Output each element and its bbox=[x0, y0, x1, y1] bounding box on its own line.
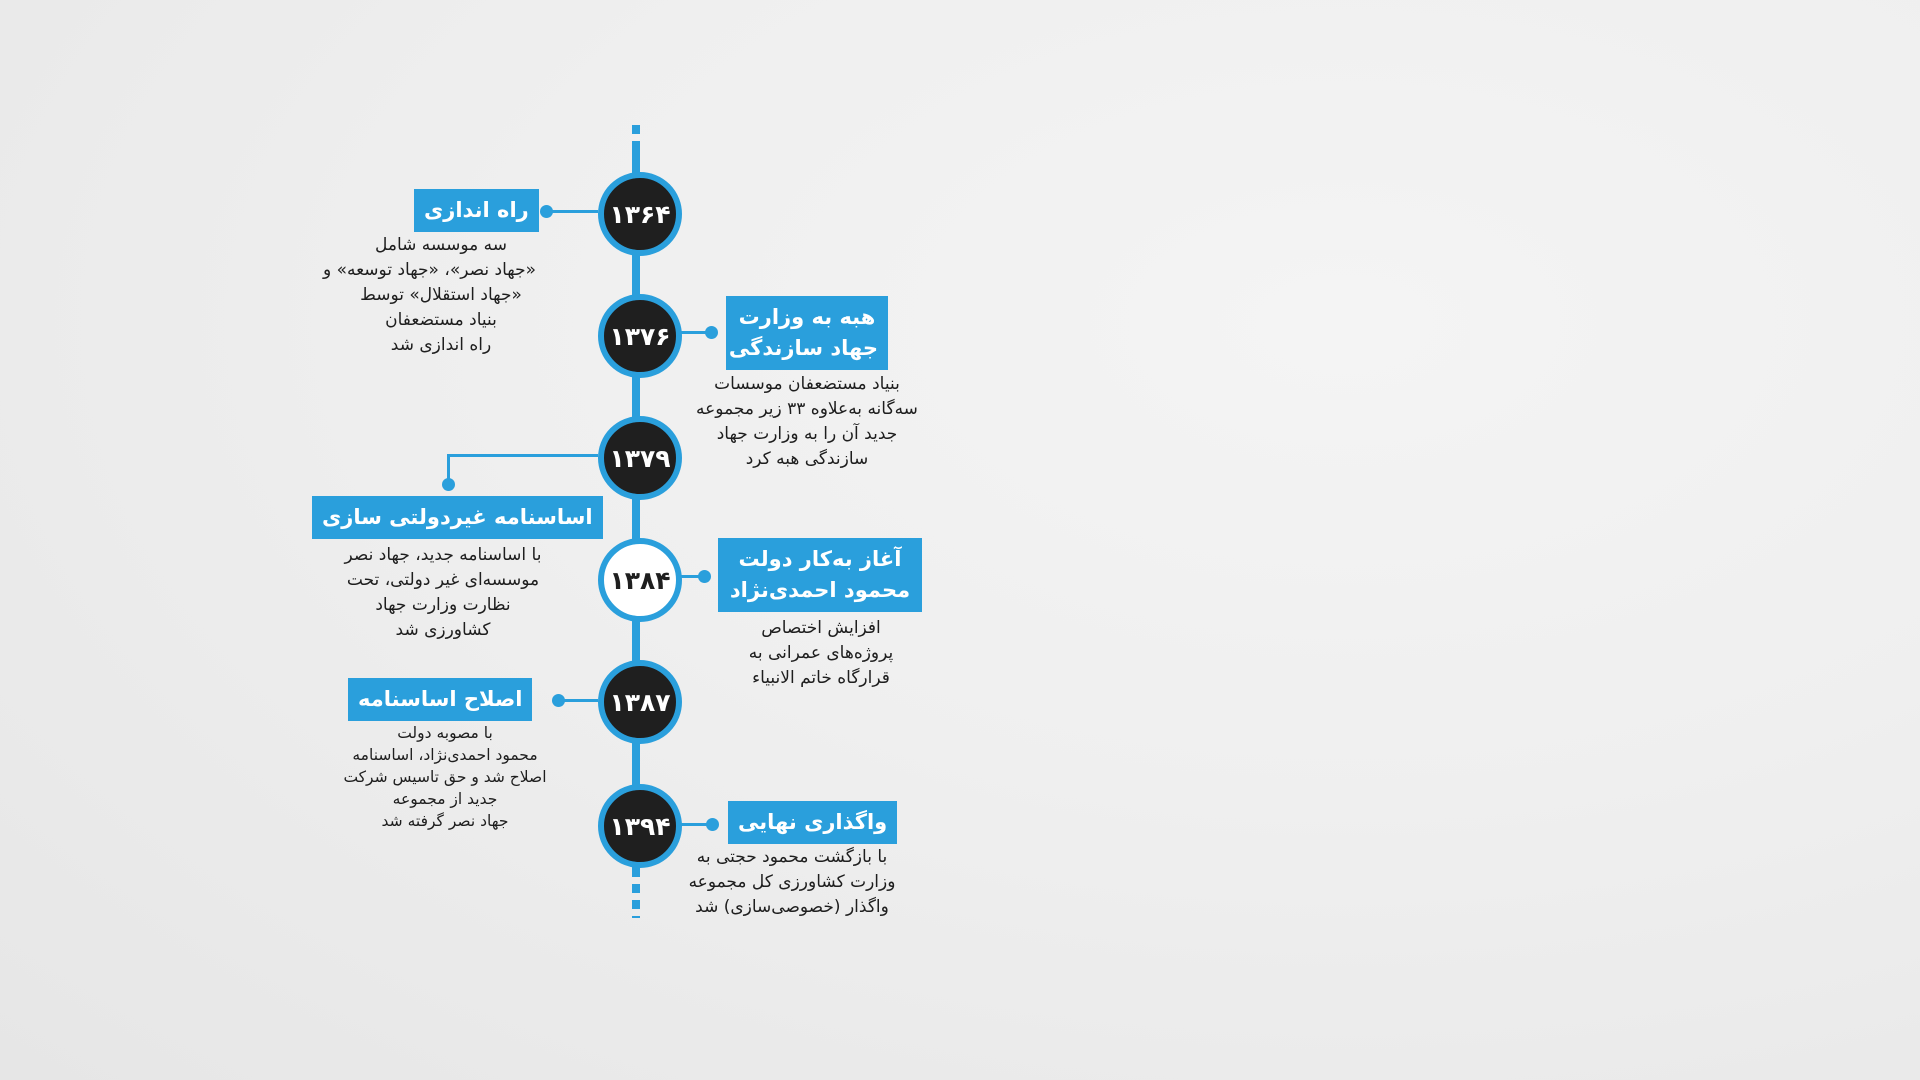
event-1-year: ۱۳۶۴ bbox=[609, 199, 671, 229]
event-3-connector bbox=[448, 454, 598, 457]
event-5-title bbox=[348, 678, 532, 721]
event-5-year: ۱۳۸۷ bbox=[609, 687, 671, 717]
event-1-desc-line: «جهاد نصر»، «جهاد توسعه» و bbox=[322, 260, 536, 280]
event-2-desc-line: جدید آن را به وزارت جهاد bbox=[716, 424, 898, 444]
event-5-description bbox=[330, 722, 560, 832]
event-6-title-line: واگذاری نهایی bbox=[738, 810, 888, 834]
event-4-desc-line: پروژه‌های عمرانی به bbox=[748, 643, 894, 663]
event-6-desc-line: واگذار (خصوصی‌سازی) شد bbox=[695, 897, 889, 917]
event-2-desc-line: سازندگی هبه کرد bbox=[745, 449, 869, 469]
event-1-connector-dot bbox=[540, 205, 553, 218]
event-3-title-line: اساسنامه غیردولتی سازی bbox=[322, 505, 593, 529]
event-3-desc-line: با اساسنامه جدید، جهاد نصر bbox=[344, 545, 542, 565]
event-3-desc-line: نظارت وزارت جهاد bbox=[375, 595, 511, 615]
event-4-description bbox=[716, 616, 926, 691]
event-2-title-line: هبه به وزارت bbox=[738, 305, 876, 329]
event-5-connector bbox=[560, 699, 598, 702]
event-6-title bbox=[728, 801, 897, 844]
event-2-title-line: جهاد سازندگی bbox=[728, 336, 878, 360]
event-6-desc-line: وزارت کشاورزی کل مجموعه bbox=[688, 872, 896, 892]
event-3-description bbox=[318, 543, 568, 643]
event-6-connector-dot bbox=[706, 818, 719, 831]
event-5-title-line: اصلاح اساسنامه bbox=[358, 687, 523, 711]
event-2-title bbox=[726, 296, 888, 370]
event-1-desc-line: سه موسسه شامل bbox=[375, 235, 507, 255]
event-2-description bbox=[668, 372, 946, 472]
event-5-desc-line: جهاد نصر گرفته شد bbox=[381, 812, 509, 830]
event-1-title-line: راه اندازی bbox=[424, 198, 529, 222]
event-6-description bbox=[672, 845, 912, 920]
event-1-desc-line: راه اندازی شد bbox=[390, 335, 492, 355]
event-2-year-node bbox=[598, 294, 682, 378]
event-4-title bbox=[718, 538, 922, 612]
event-6-year-node bbox=[598, 784, 682, 868]
event-3-desc-line: کشاورزی شد bbox=[395, 620, 491, 640]
event-4-desc-line: قرارگاه خاتم الانبیاء bbox=[752, 668, 890, 688]
event-4-connector-dot bbox=[698, 570, 711, 583]
event-4-title-line: محمود احمدی‌نژاد bbox=[729, 578, 911, 602]
event-3-title bbox=[312, 496, 603, 539]
event-1-title bbox=[414, 189, 539, 232]
event-1-connector bbox=[548, 210, 598, 213]
event-4-desc-line: افزایش اختصاص bbox=[761, 618, 881, 638]
event-3-year-node bbox=[598, 416, 682, 500]
timeline-bottom-dashes bbox=[632, 868, 640, 918]
event-6-desc-line: با بازگشت محمود حجتی به bbox=[696, 847, 888, 867]
event-6-year: ۱۳۹۴ bbox=[609, 811, 671, 841]
event-5-connector-dot bbox=[552, 694, 565, 707]
timeline-axis bbox=[632, 150, 640, 875]
event-3-desc-line: موسسه‌ای غیر دولتی، تحت bbox=[346, 570, 540, 590]
event-2-desc-line: بنیاد مستضعفان موسسات bbox=[714, 374, 900, 394]
event-5-desc-line: اصلاح شد و حق تاسیس شرکت bbox=[343, 768, 547, 786]
event-1-year-node bbox=[598, 172, 682, 256]
timeline-top-dashes bbox=[632, 125, 640, 153]
event-2-year: ۱۳۷۶ bbox=[609, 321, 671, 351]
event-3-connector-dot bbox=[442, 478, 455, 491]
event-1-description bbox=[322, 233, 536, 358]
event-4-title-line: آغاز به‌کار دولت bbox=[738, 547, 902, 571]
event-1-desc-line: بنیاد مستضعفان bbox=[385, 310, 497, 330]
event-5-desc-line: محمود احمدی‌نژاد، اساسنامه bbox=[352, 746, 538, 764]
event-1-desc-line: «جهاد استقلال» توسط bbox=[360, 285, 522, 305]
event-5-year-node bbox=[598, 660, 682, 744]
event-2-desc-line: سه‌گانه به‌علاوه ۳۳ زیر مجموعه bbox=[696, 399, 918, 419]
event-3-year: ۱۳۷۹ bbox=[609, 443, 671, 473]
event-4-year-node bbox=[598, 538, 682, 622]
event-2-connector-dot bbox=[705, 326, 718, 339]
event-5-desc-line: جدید از مجموعه bbox=[392, 790, 498, 808]
event-5-desc-line: با مصوبه دولت bbox=[397, 724, 493, 742]
event-4-year: ۱۳۸۴ bbox=[609, 565, 671, 595]
